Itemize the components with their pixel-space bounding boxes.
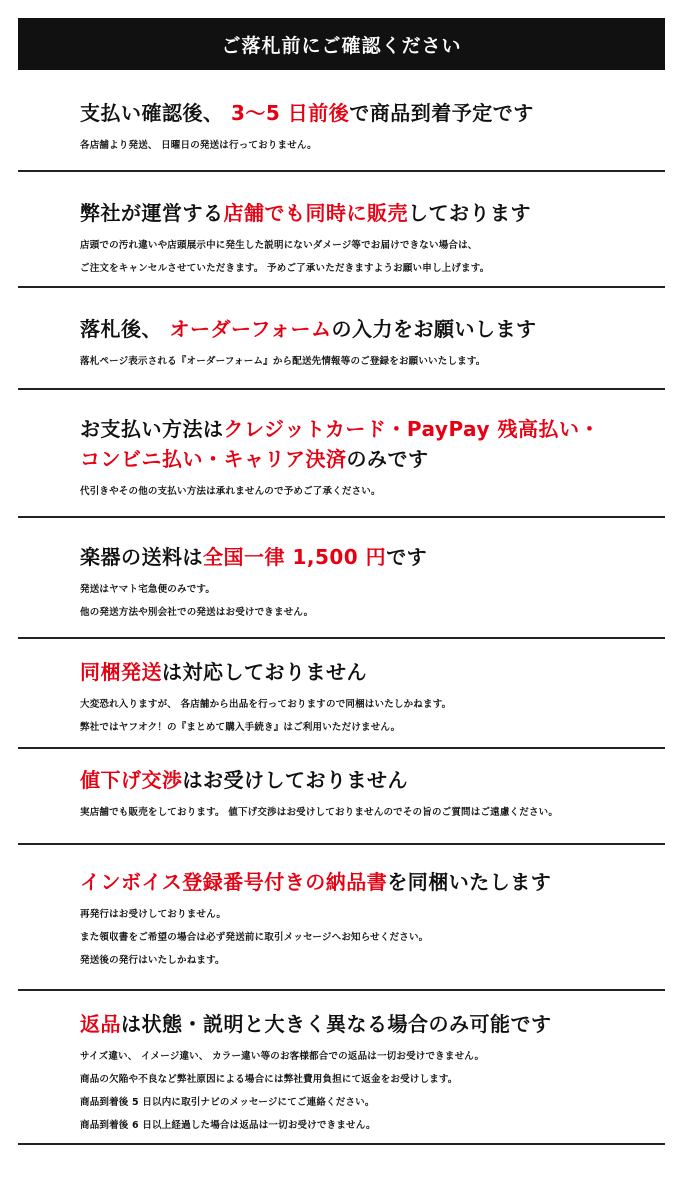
heading-line	[80, 657, 665, 687]
section-heading	[80, 542, 665, 572]
note-line: 商品の欠陥や不良など弊社原因による場合には弊社費用負担にて返金をお受けします。	[80, 1074, 458, 1085]
section-payment-methods	[18, 390, 665, 518]
section-returns	[18, 991, 665, 1145]
section-notes	[80, 1045, 665, 1137]
note-line: 弊社ではヤフオク！の『まとめて購入手続き』はご利用いただけません。	[80, 722, 401, 733]
section-combined-shipping	[18, 639, 665, 749]
heading-text: 落札後、	[80, 317, 170, 341]
section-notes	[80, 801, 665, 824]
note-line: 他の発送方法や別会社での発送はお受けできません。	[80, 607, 314, 618]
heading-text: はお受けしておりません	[182, 768, 408, 792]
heading-text: しております	[408, 201, 531, 225]
section-heading	[80, 414, 665, 474]
heading-line	[80, 314, 665, 344]
heading-text: は対応しておりません	[162, 660, 367, 684]
note-line: 再発行はお受けしておりません。	[80, 909, 227, 920]
heading-highlight: 店舗でも同時に販売	[223, 201, 408, 225]
heading-line	[80, 1009, 665, 1039]
note-line: 実店舗でも販売をしております。 値下げ交渉はお受けしておりませんのでその旨のご質問はご遠慮ください。	[80, 807, 559, 818]
note-line: 発送はヤマト宅急便のみです。	[80, 584, 216, 595]
heading-line	[80, 765, 665, 795]
heading-text: お支払い方法は	[80, 417, 224, 441]
section-notes	[80, 578, 665, 624]
heading-text: 弊社が運営する	[80, 201, 224, 225]
heading-line	[80, 198, 665, 228]
section-notes	[80, 693, 665, 739]
section-notes	[80, 480, 665, 503]
note-line: ご注文をキャンセルさせていただきます。 予めご了承いただきますようお願い申し上げます。	[80, 263, 490, 274]
note-line: 商品到着後 6 日以上経過した場合は返品は一切お受けできません。	[80, 1120, 376, 1131]
note-line: 大変恐れ入りますが、 各店舗から出品を行っておりますので同梱はいたしかねます。	[80, 699, 452, 710]
section-price-negotiation	[18, 749, 665, 845]
heading-highlight: 返品	[80, 1012, 121, 1036]
section-delivery-time	[18, 70, 665, 172]
section-heading	[80, 198, 665, 228]
section-notes	[80, 350, 665, 373]
heading-line	[80, 867, 665, 897]
heading-text: は状態・説明と大きく異なる場合のみ可能です	[121, 1012, 552, 1036]
section-invoice	[18, 845, 665, 991]
heading-highlight: コンビニ払い・キャリア決済	[80, 447, 347, 471]
heading-highlight: 値下げ交渉	[80, 768, 183, 792]
section-notes	[80, 134, 665, 157]
note-line: サイズ違い、 イメージ違い、 カラー違い等のお客様都合での返品は一切お受けできません。	[80, 1051, 485, 1062]
section-shipping-fee	[18, 518, 665, 639]
heading-line	[80, 444, 665, 474]
heading-text: を同梱いたします	[387, 870, 552, 894]
section-notes	[80, 903, 665, 972]
section-heading	[80, 98, 665, 128]
section-heading	[80, 657, 665, 687]
section-heading	[80, 867, 665, 897]
heading-highlight: 3〜5 日前後	[230, 101, 350, 125]
note-line: 発送後の発行はいたしかねます。	[80, 955, 225, 966]
note-line: 落札ページ表示される『オーダーフォーム』から配送先情報等のご登録をお願いいたします。	[80, 356, 486, 367]
heading-highlight: 全国一律 1,500 円	[203, 545, 387, 569]
note-line: 各店舗より発送、 日曜日の発送は行っておりません。	[80, 140, 317, 151]
heading-line	[80, 414, 665, 444]
heading-line	[80, 542, 665, 572]
note-line: 店頭での汚れ違いや店頭展示中に発生した説明にないダメージ等でお届けできない場合は、	[80, 240, 478, 251]
section-heading	[80, 765, 665, 795]
section-heading	[80, 314, 665, 344]
heading-highlight: 同梱発送	[80, 660, 162, 684]
section-order-form	[18, 288, 665, 390]
heading-text: のみです	[346, 447, 429, 471]
heading-text: の入力をお願いします	[331, 317, 537, 341]
heading-text: で商品到着予定です	[349, 101, 534, 125]
heading-text: 支払い確認後、	[80, 101, 231, 125]
section-store-sales	[18, 172, 665, 288]
heading-text: 楽器の送料は	[80, 545, 203, 569]
heading-line	[80, 98, 665, 128]
notice-banner: ご落札前にご確認ください	[18, 18, 665, 70]
section-notes	[80, 234, 665, 280]
note-line: 代引きやその他の支払い方法は承れませんので予めご了承ください。	[80, 486, 381, 497]
note-line: また領収書をご希望の場合は必ず発送前に取引メッセージへお知らせください。	[80, 932, 429, 943]
heading-highlight: オーダーフォーム	[169, 317, 332, 341]
heading-text: です	[386, 545, 428, 569]
note-line: 商品到着後 5 日以内に取引ナビのメッセージにてご連絡ください。	[80, 1097, 375, 1108]
heading-highlight: インボイス登録番号付きの納品書	[80, 870, 388, 894]
heading-highlight: クレジットカード・PayPay 残高払い・	[223, 417, 600, 441]
section-heading	[80, 1009, 665, 1039]
